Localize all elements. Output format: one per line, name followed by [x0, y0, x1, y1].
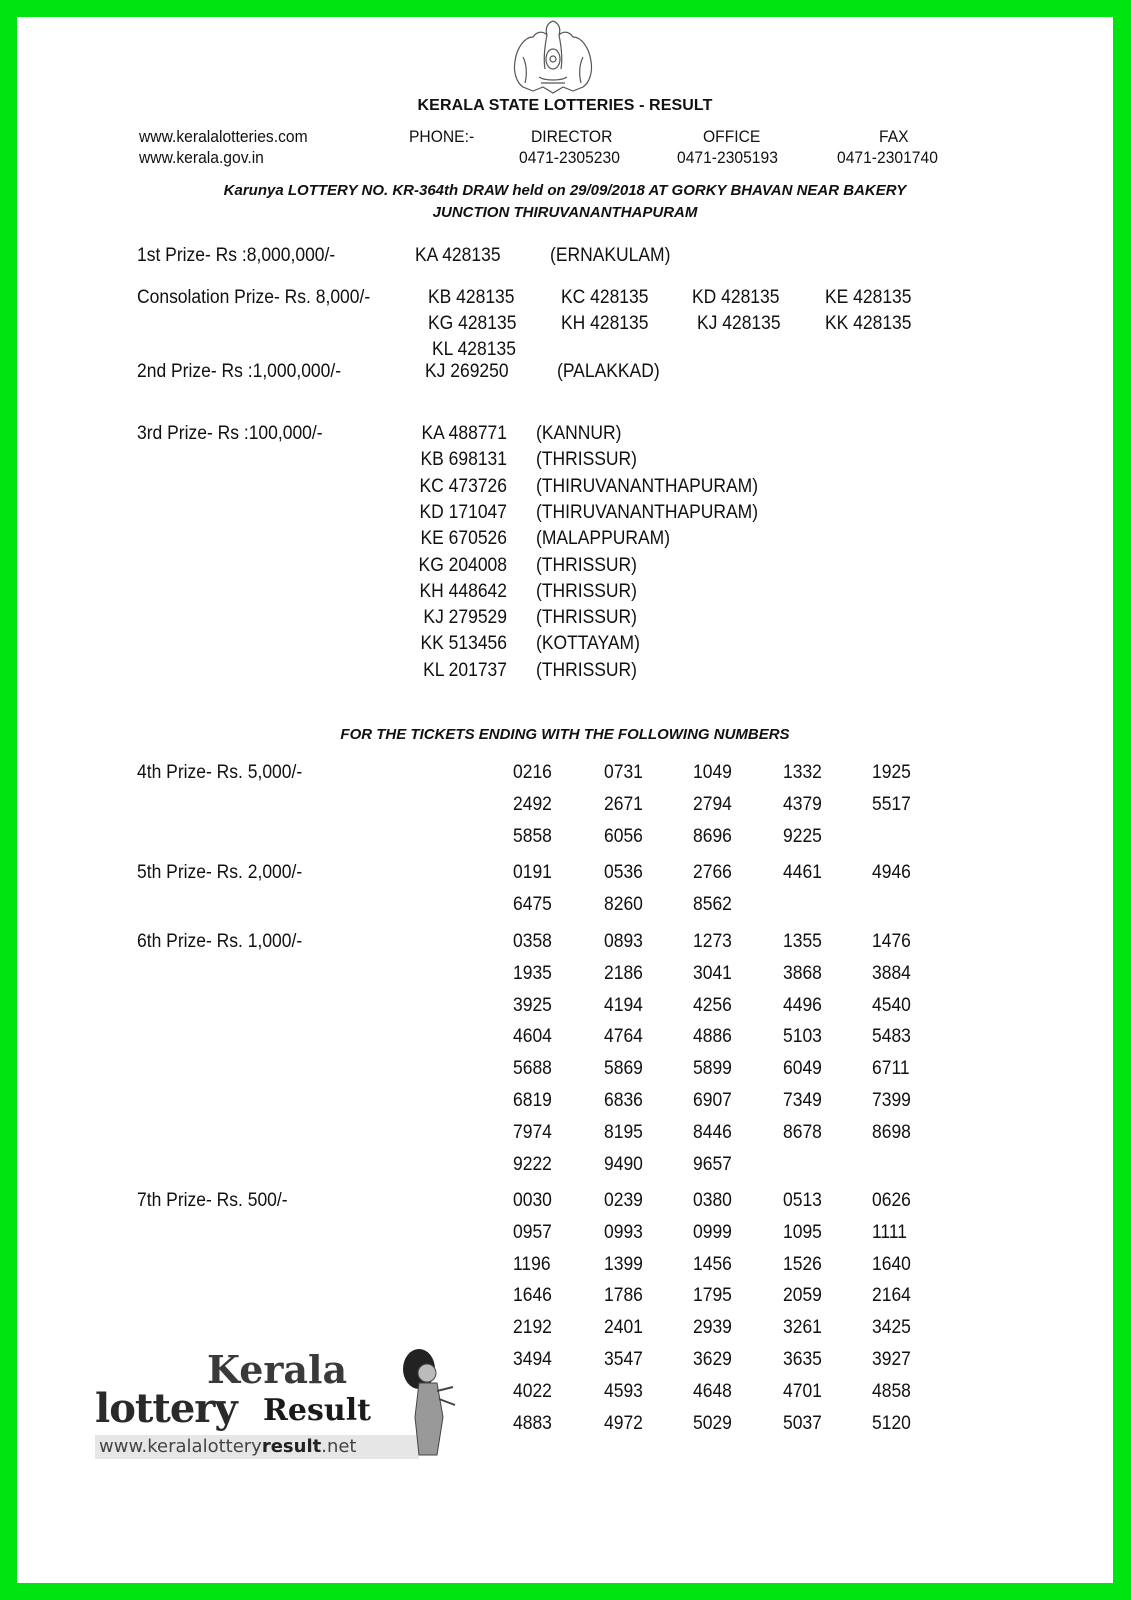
third-prize-place: (THRISSUR) [536, 607, 637, 629]
seventh-prize-number: 1095 [783, 1221, 822, 1243]
first-prize-place: (ERNAKULAM) [550, 245, 671, 266]
seventh-prize-number: 2401 [604, 1317, 643, 1339]
website-link[interactable]: www.kerala.gov.in [139, 148, 264, 167]
sixth-prize-number: 3925 [513, 994, 552, 1016]
third-prize-place: (THRISSUR) [536, 580, 637, 602]
sixth-prize-number: 1476 [872, 931, 911, 952]
seventh-prize-number: 0999 [693, 1221, 732, 1243]
result-sheet [17, 17, 1113, 1583]
third-prize-ticket: KA 488771 [421, 423, 507, 444]
sixth-prize-number: 6049 [783, 1058, 822, 1080]
sixth-prize-number: 3884 [872, 962, 911, 984]
seventh-prize-number: 1786 [604, 1285, 643, 1307]
sixth-prize-number: 9222 [513, 1153, 552, 1175]
third-prize-ticket: KL 201737 [423, 659, 507, 681]
consolation-ticket: KC 428135 [561, 287, 649, 308]
logo-url[interactable]: www.keralalotteryresult.net [95, 1435, 419, 1459]
sixth-prize-number: 6819 [513, 1090, 552, 1111]
third-prize-ticket: KE 670526 [420, 528, 507, 550]
sixth-prize-number: 0893 [604, 931, 643, 952]
third-prize-ticket: KJ 279529 [423, 607, 507, 629]
third-prize-place: (MALAPPURAM) [536, 528, 671, 550]
consolation-ticket: KH 428135 [561, 313, 649, 334]
sixth-prize-number: 1355 [783, 931, 822, 952]
page-title: KERALA STATE LOTTERIES - RESULT [417, 97, 713, 114]
sixth-prize-number: 8446 [693, 1121, 732, 1143]
fourth-prize-number: 5858 [513, 825, 552, 847]
kerala-emblem-icon [503, 17, 603, 95]
sixth-prize-number: 5899 [693, 1058, 732, 1080]
fifth-prize-number: 8562 [693, 893, 732, 915]
seventh-prize-number: 3494 [513, 1349, 552, 1370]
fourth-prize-number: 1332 [783, 762, 822, 783]
draw-info-line-2: JUNCTION THIRUVANANTHAPURAM [432, 204, 698, 221]
consolation-prize-label: Consolation Prize- Rs. 8,000/- [137, 287, 371, 308]
third-prize-place: (THRISSUR) [536, 554, 637, 576]
third-prize-ticket: KD 171047 [419, 501, 507, 523]
fifth-prize-number: 6475 [513, 893, 552, 915]
third-prize-place: (THRISSUR) [536, 449, 637, 471]
fourth-prize-number: 2492 [513, 793, 552, 815]
third-prize-label: 3rd Prize- Rs :100,000/- [137, 423, 323, 444]
sixth-prize-number: 6711 [872, 1058, 910, 1080]
seventh-prize-number: 2939 [693, 1317, 732, 1339]
seventh-prize-number: 0993 [604, 1221, 643, 1243]
consolation-ticket: KB 428135 [428, 287, 515, 308]
fourth-prize-number: 1049 [693, 762, 732, 783]
fifth-prize-label: 5th Prize- Rs. 2,000/- [137, 862, 303, 883]
seventh-prize-number: 4883 [513, 1412, 552, 1434]
seventh-prize-number: 1456 [693, 1253, 732, 1275]
fourth-prize-number: 4379 [783, 793, 822, 815]
third-prize-ticket: KK 513456 [420, 633, 507, 655]
third-prize-ticket: KH 448642 [419, 580, 507, 602]
third-prize-place: (THIRUVANANTHAPURAM) [536, 475, 759, 497]
fifth-prize-number: 0536 [604, 862, 643, 883]
second-prize-place: (PALAKKAD) [557, 361, 660, 382]
seventh-prize-number: 0380 [693, 1190, 732, 1211]
fourth-prize-number: 0216 [513, 762, 552, 783]
seventh-prize-number: 0957 [513, 1221, 552, 1243]
fourth-prize-number: 2794 [693, 793, 732, 815]
seventh-prize-number: 3927 [872, 1349, 911, 1370]
logo-text-result: Result [263, 1393, 371, 1428]
seventh-prize-number: 3261 [783, 1317, 822, 1339]
seventh-prize-number: 0030 [513, 1190, 552, 1211]
sixth-prize-number: 0358 [513, 931, 552, 952]
logo-text-kerala: Kerala [207, 1347, 348, 1392]
seventh-prize-number: 5120 [872, 1412, 911, 1434]
seventh-prize-number: 1646 [513, 1285, 552, 1307]
fourth-prize-number: 6056 [604, 825, 643, 847]
consolation-ticket: KJ 428135 [697, 313, 781, 334]
sixth-prize-number: 2186 [604, 962, 643, 984]
third-prize-ticket: KC 473726 [419, 475, 507, 497]
sixth-prize-number: 6836 [604, 1090, 643, 1111]
sixth-prize-number: 8698 [872, 1121, 911, 1143]
sixth-prize-number: 7349 [783, 1090, 822, 1111]
watermark-logo [95, 1347, 495, 1462]
third-prize-ticket: KG 204008 [418, 554, 507, 576]
seventh-prize-number: 5037 [783, 1412, 822, 1434]
seventh-prize-number: 0239 [604, 1190, 643, 1211]
sixth-prize-number: 3868 [783, 962, 822, 984]
fourth-prize-number: 2671 [604, 793, 643, 815]
sixth-prize-number: 1935 [513, 962, 552, 984]
seventh-prize-number: 3547 [604, 1349, 643, 1370]
sixth-prize-number: 1273 [693, 931, 732, 952]
fifth-prize-number: 4946 [872, 862, 911, 883]
seventh-prize-number: 2164 [872, 1285, 911, 1307]
seventh-prize-number: 0626 [872, 1190, 911, 1211]
fourth-prize-number: 5517 [872, 793, 911, 815]
cartoon-figure-icon [397, 1347, 457, 1459]
sixth-prize-number: 4194 [604, 994, 643, 1016]
sixth-prize-number: 8678 [783, 1121, 822, 1143]
sixth-prize-number: 3041 [693, 962, 732, 984]
seventh-prize-number: 4701 [783, 1380, 822, 1402]
seventh-prize-number: 0513 [783, 1190, 822, 1211]
fourth-prize-number: 9225 [783, 825, 822, 847]
contact-label-director: DIRECTOR [531, 127, 613, 146]
consolation-ticket: KG 428135 [428, 313, 517, 334]
sixth-prize-number: 5483 [872, 1026, 911, 1048]
contact-label-office: OFFICE [703, 127, 761, 146]
fifth-prize-number: 8260 [604, 893, 643, 915]
seventh-prize-number: 4648 [693, 1380, 732, 1402]
seventh-prize-number: 1795 [693, 1285, 732, 1307]
seventh-prize-number: 4972 [604, 1412, 643, 1434]
seventh-prize-number: 4858 [872, 1380, 911, 1402]
sixth-prize-number: 5869 [604, 1058, 643, 1080]
ending-numbers-heading: FOR THE TICKETS ENDING WITH THE FOLLOWING NUMBERS [340, 726, 790, 743]
sixth-prize-number: 5688 [513, 1058, 552, 1080]
consolation-ticket: KL 428135 [432, 339, 516, 360]
fifth-prize-number: 2766 [693, 862, 732, 883]
sixth-prize-number: 4764 [604, 1026, 643, 1048]
seventh-prize-number: 3629 [693, 1349, 732, 1370]
sixth-prize-number: 4496 [783, 994, 822, 1016]
contact-number-director: 0471-2305230 [519, 148, 620, 167]
fifth-prize-number: 0191 [513, 862, 552, 883]
sixth-prize-number: 4604 [513, 1026, 552, 1048]
consolation-ticket: KK 428135 [825, 313, 912, 334]
fourth-prize-number: 0731 [604, 762, 643, 783]
sixth-prize-number: 9490 [604, 1153, 643, 1175]
first-prize-ticket: KA 428135 [415, 245, 501, 266]
sixth-prize-number: 4886 [693, 1026, 732, 1048]
sixth-prize-number: 5103 [783, 1026, 822, 1048]
sixth-prize-number: 4540 [872, 994, 911, 1016]
contact-number-fax: 0471-2301740 [837, 148, 938, 167]
fourth-prize-number: 1925 [872, 762, 911, 783]
sixth-prize-number: 9657 [693, 1153, 732, 1175]
consolation-ticket: KE 428135 [825, 287, 912, 308]
seventh-prize-number: 1640 [872, 1253, 911, 1275]
third-prize-ticket: KB 698131 [420, 449, 507, 471]
third-prize-place: (KOTTAYAM) [536, 633, 640, 655]
sixth-prize-number: 4256 [693, 994, 732, 1016]
second-prize-label: 2nd Prize- Rs :1,000,000/- [137, 361, 342, 382]
sixth-prize-number: 8195 [604, 1121, 643, 1143]
seventh-prize-number: 2059 [783, 1285, 822, 1307]
seventh-prize-number: 3425 [872, 1317, 911, 1339]
sixth-prize-number: 7399 [872, 1090, 911, 1111]
third-prize-place: (THRISSUR) [536, 659, 637, 681]
sixth-prize-number: 7974 [513, 1121, 552, 1143]
third-prize-place: (THIRUVANANTHAPURAM) [536, 501, 759, 523]
first-prize-label: 1st Prize- Rs :8,000,000/- [137, 245, 336, 266]
seventh-prize-label: 7th Prize- Rs. 500/- [137, 1190, 288, 1211]
sixth-prize-number: 6907 [693, 1090, 732, 1111]
sixth-prize-label: 6th Prize- Rs. 1,000/- [137, 931, 303, 952]
seventh-prize-number: 1111 [872, 1221, 908, 1243]
fourth-prize-number: 8696 [693, 825, 732, 847]
draw-info-line-1: Karunya LOTTERY NO. KR-364th DRAW held on 29/09/2018 AT GORKY BHAVAN NEAR BAKERY [223, 182, 907, 199]
fifth-prize-number: 4461 [783, 862, 822, 883]
website-link[interactable]: www.keralalotteries.com [139, 127, 308, 146]
phone-label: PHONE:- [409, 127, 475, 146]
seventh-prize-number: 2192 [513, 1317, 552, 1339]
logo-text-lottery: lottery [95, 1385, 237, 1432]
third-prize-place: (KANNUR) [536, 423, 622, 444]
fourth-prize-label: 4th Prize- Rs. 5,000/- [137, 762, 303, 783]
contact-number-office: 0471-2305193 [677, 148, 778, 167]
seventh-prize-number: 4022 [513, 1380, 552, 1402]
contact-label-fax: FAX [879, 127, 909, 146]
seventh-prize-number: 1196 [513, 1253, 551, 1275]
seventh-prize-number: 1526 [783, 1253, 822, 1275]
consolation-ticket: KD 428135 [692, 287, 780, 308]
seventh-prize-number: 1399 [604, 1253, 643, 1275]
seventh-prize-number: 4593 [604, 1380, 643, 1402]
second-prize-ticket: KJ 269250 [425, 361, 509, 382]
seventh-prize-number: 3635 [783, 1349, 822, 1370]
seventh-prize-number: 5029 [693, 1412, 732, 1434]
